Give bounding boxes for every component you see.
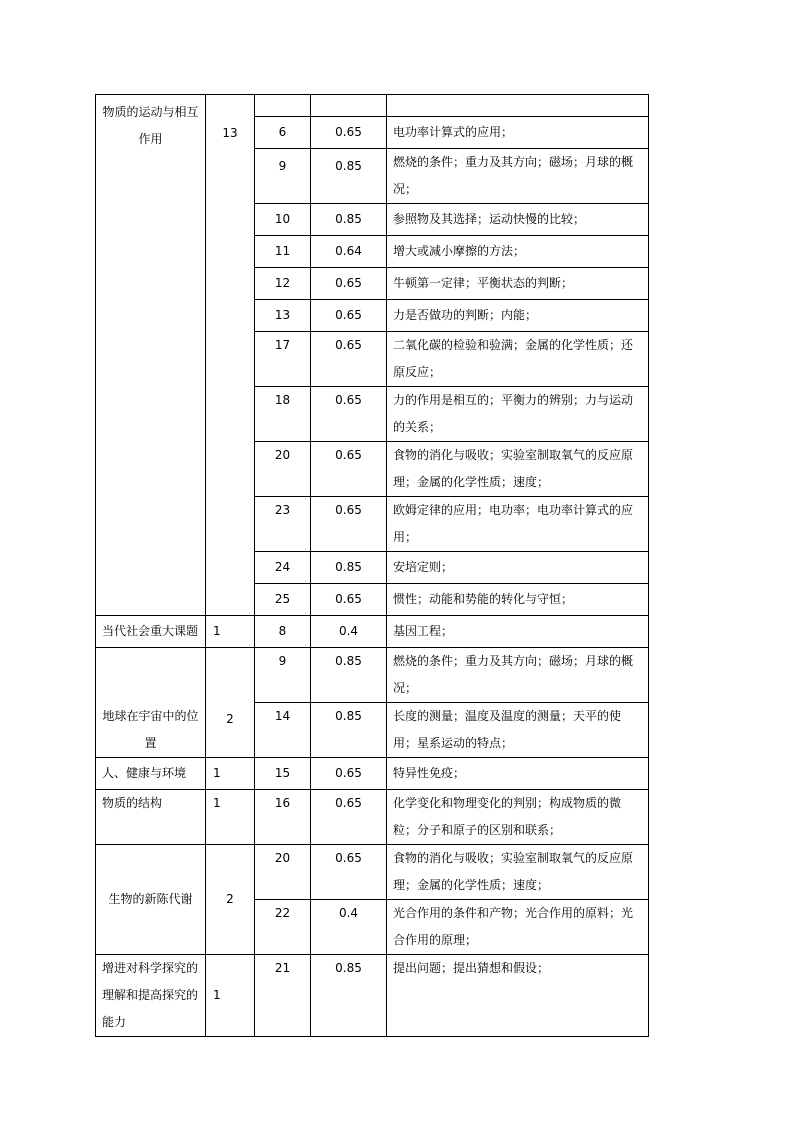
- knowledge-point-cell: 惯性；动能和势能的转化与守恒；: [387, 584, 649, 616]
- topic-label: 人、健康与环境: [102, 766, 187, 780]
- knowledge-point-cell: 安培定则；: [387, 552, 649, 584]
- topic-label: 增进对科学探究的理解和提高探究的能力: [102, 961, 199, 1029]
- knowledge-point-table: [95, 94, 649, 1037]
- knowledge-point-cell: 长度的测量；温度及温度的测量；天平的使用；星系运动的特点；: [387, 703, 649, 758]
- topic-cell: [96, 95, 206, 616]
- count-cell: [206, 616, 255, 648]
- count-label: 1: [213, 988, 221, 1002]
- question-cell: 23: [255, 497, 311, 552]
- question-cell: [255, 95, 311, 117]
- knowledge-point-cell: 牛顿第一定律；平衡状态的判断；: [387, 268, 649, 300]
- difficulty-cell: 0.65: [311, 387, 387, 442]
- topic-cell: [96, 955, 206, 1037]
- question-cell: 8: [255, 616, 311, 648]
- knowledge-point-cell: 欧姆定律的应用；电功率；电功率计算式的应用；: [387, 497, 649, 552]
- difficulty-cell: 0.85: [311, 204, 387, 236]
- question-cell: 20: [255, 442, 311, 497]
- question-cell: 22: [255, 900, 311, 955]
- knowledge-point-cell: 力是否做功的判断；内能；: [387, 300, 649, 332]
- topic-cell: [96, 758, 206, 790]
- count-cell: [206, 758, 255, 790]
- count-cell: [206, 845, 255, 955]
- count-label: 2: [226, 892, 234, 906]
- difficulty-cell: 0.4: [311, 616, 387, 648]
- question-cell: 13: [255, 300, 311, 332]
- knowledge-point-cell: 燃烧的条件；重力及其方向；磁场；月球的概况；: [387, 149, 649, 204]
- table-row: [96, 95, 649, 117]
- knowledge-point-cell: 燃烧的条件；重力及其方向；磁场；月球的概况；: [387, 648, 649, 703]
- question-cell: 9: [255, 648, 311, 703]
- difficulty-cell: 0.85: [311, 552, 387, 584]
- knowledge-point-cell: 增大或减小摩擦的方法；: [387, 236, 649, 268]
- difficulty-cell: 0.65: [311, 845, 387, 900]
- question-cell: 6: [255, 117, 311, 149]
- knowledge-point-cell: 特异性免疫；: [387, 758, 649, 790]
- topic-cell: [96, 845, 206, 955]
- question-cell: 25: [255, 584, 311, 616]
- knowledge-point-cell: 化学变化和物理变化的判别；构成物质的微粒；分子和原子的区别和联系；: [387, 790, 649, 845]
- topic-label: 当代社会重大课题: [102, 624, 199, 638]
- knowledge-point-cell: 提出问题；提出猜想和假设；: [387, 955, 649, 1037]
- table-row: [96, 845, 649, 900]
- count-cell: [206, 95, 255, 616]
- question-cell: 11: [255, 236, 311, 268]
- knowledge-point-cell: 光合作用的条件和产物；光合作用的原料；光合作用的原理；: [387, 900, 649, 955]
- table-row: [96, 758, 649, 790]
- difficulty-cell: 0.65: [311, 442, 387, 497]
- difficulty-cell: 0.65: [311, 790, 387, 845]
- knowledge-point-cell: 电功率计算式的应用；: [387, 117, 649, 149]
- question-cell: 12: [255, 268, 311, 300]
- knowledge-point-cell: [387, 95, 649, 117]
- table-row: [96, 648, 649, 703]
- knowledge-point-cell: 力的作用是相互的；平衡力的辨别；力与运动的关系；: [387, 387, 649, 442]
- difficulty-cell: 0.65: [311, 268, 387, 300]
- difficulty-cell: 0.85: [311, 648, 387, 703]
- count-label: 1: [213, 624, 221, 638]
- difficulty-cell: 0.4: [311, 900, 387, 955]
- question-cell: 21: [255, 955, 311, 1037]
- topic-label: 生物的新陈代谢: [108, 892, 193, 906]
- question-cell: 24: [255, 552, 311, 584]
- knowledge-point-cell: 食物的消化与吸收；实验室制取氧气的反应原理；金属的化学性质；速度；: [387, 845, 649, 900]
- question-cell: 14: [255, 703, 311, 758]
- topic-cell: [96, 616, 206, 648]
- difficulty-cell: 0.65: [311, 117, 387, 149]
- question-cell: 10: [255, 204, 311, 236]
- question-cell: 20: [255, 845, 311, 900]
- count-label: 1: [213, 796, 221, 810]
- topic-cell: [96, 790, 206, 845]
- knowledge-point-cell: 食物的消化与吸收；实验室制取氧气的反应原理；金属的化学性质；速度；: [387, 442, 649, 497]
- difficulty-cell: 0.85: [311, 703, 387, 758]
- difficulty-cell: [311, 95, 387, 117]
- question-cell: 16: [255, 790, 311, 845]
- count-cell: [206, 648, 255, 758]
- count-cell: [206, 955, 255, 1037]
- difficulty-cell: 0.85: [311, 955, 387, 1037]
- difficulty-cell: 0.65: [311, 300, 387, 332]
- table-row: [96, 616, 649, 648]
- difficulty-cell: 0.64: [311, 236, 387, 268]
- difficulty-cell: 0.65: [311, 584, 387, 616]
- table-row: [96, 790, 649, 845]
- topic-label: 物质的运动与相互作用: [102, 105, 199, 146]
- knowledge-point-cell: 二氧化碳的检验和验满；金属的化学性质；还原反应；: [387, 332, 649, 387]
- knowledge-point-cell: 基因工程；: [387, 616, 649, 648]
- topic-label: 物质的结构: [102, 796, 163, 810]
- count-label: 1: [213, 766, 221, 780]
- table-row: [96, 955, 649, 1037]
- question-cell: 18: [255, 387, 311, 442]
- difficulty-cell: 0.65: [311, 758, 387, 790]
- count-label: 2: [226, 712, 234, 726]
- question-cell: 17: [255, 332, 311, 387]
- question-cell: 9: [255, 149, 311, 204]
- difficulty-cell: 0.65: [311, 497, 387, 552]
- count-cell: [206, 790, 255, 845]
- knowledge-point-cell: 参照物及其选择；运动快慢的比较；: [387, 204, 649, 236]
- topic-cell: [96, 648, 206, 758]
- difficulty-cell: 0.65: [311, 332, 387, 387]
- count-label: 13: [222, 126, 238, 140]
- difficulty-cell: 0.85: [311, 149, 387, 204]
- topic-label: 地球在宇宙中的位置: [102, 709, 199, 750]
- question-cell: 15: [255, 758, 311, 790]
